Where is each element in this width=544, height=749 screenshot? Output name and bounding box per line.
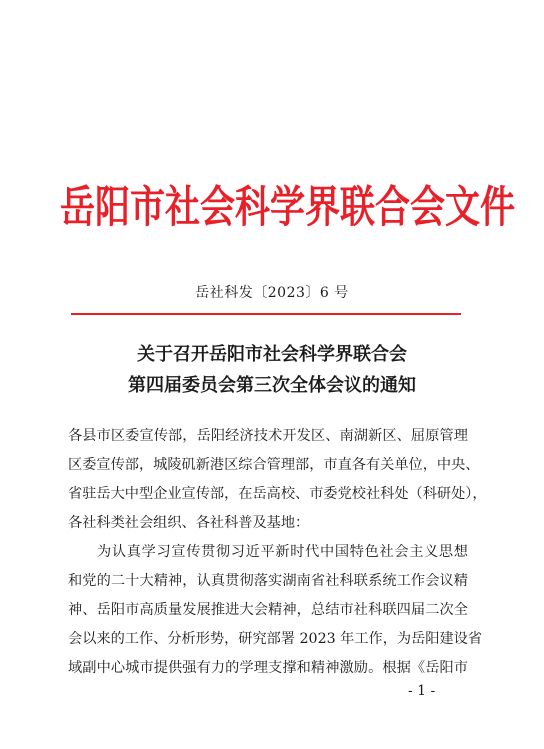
recipients-line-1: 各县市区委宣传部，岳阳经济技术开发区、南湖新区、屈原管理 [68,428,468,444]
paragraph-line-4: 会以来的工作、分析形势，研究部署 2023 年工作，为岳阳建设省 [68,631,483,647]
document-header-title: 岳阳市社会科学界联合会文件 [60,183,516,234]
paragraph-line-2: 和党的二十大精神，认真贯彻落实湖南省社科联系统工作会议精 [68,573,468,589]
recipients-line-3: 省驻岳大中型企业宣传部，在岳高校、市委党校社科处（科研处）， [68,486,487,502]
red-divider-line [71,313,461,315]
document-number: 岳社科发〔2023〕6 号 [195,285,349,301]
paragraph-line-5: 域副中心城市提供强有力的学理支撑和精神激励。根据《岳阳市 [68,660,468,676]
recipients-line-4: 各社科类社会组织、各社科普及基地： [68,515,310,531]
recipients-line-2: 区委宣传部，城陵矶新港区综合管理部，市直各有关单位，中央、 [68,457,480,473]
paragraph-line-1: 为认真学习宣传贯彻习近平新时代中国特色社会主义思想 [97,544,468,560]
notice-title-line-2: 第四届委员会第三次全体会议的通知 [128,375,416,396]
page-number: - 1 - [408,683,436,699]
paragraph-line-3: 神、岳阳市高质量发展推进大会精神，总结市社科联四届二次全 [68,602,468,618]
notice-title-line-1: 关于召开岳阳市社会科学界联合会 [137,344,407,365]
